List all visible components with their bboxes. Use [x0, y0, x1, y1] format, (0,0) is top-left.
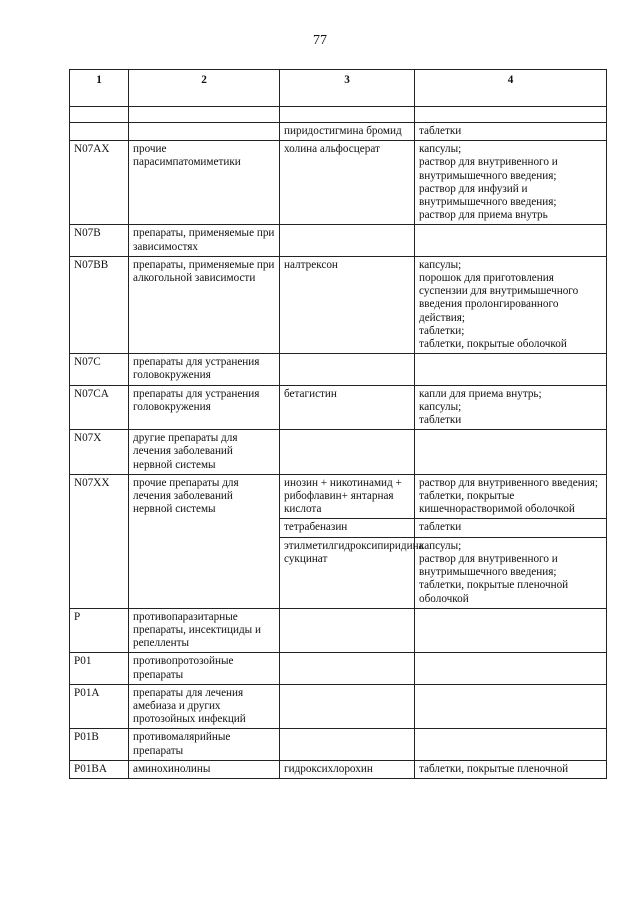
- drug-name-cell: инозин + никотинамид + рибофлавин+ янтарная кислота: [280, 474, 415, 519]
- group-name-cell: [129, 519, 280, 537]
- group-name-cell: [129, 537, 280, 608]
- spacer-row: [70, 107, 607, 123]
- dosage-form-cell: таблетки, покрытые пленочной: [415, 760, 607, 778]
- group-name-cell: препараты для устранения головокружения: [129, 385, 280, 430]
- header-row: [70, 70, 607, 107]
- atc-code-cell: [70, 123, 129, 141]
- atc-code-cell: N07XX: [70, 474, 129, 519]
- table-row: [70, 430, 607, 475]
- atc-code-cell: N07X: [70, 430, 129, 475]
- dosage-form-cell: [415, 729, 607, 760]
- dosage-form-cell: [415, 653, 607, 684]
- table-row: [70, 760, 607, 778]
- drug-name-cell: бетагистин: [280, 385, 415, 430]
- table-row: [70, 684, 607, 729]
- table-row: [70, 354, 607, 385]
- table-row: [70, 519, 607, 537]
- drug-name-cell: налтрексон: [280, 256, 415, 353]
- group-name-cell: препараты, применяемые при алкогольной зависимости: [129, 256, 280, 353]
- table-row: [70, 225, 607, 256]
- drug-name-cell: тетрабеназин: [280, 519, 415, 537]
- header-col-4: 4: [415, 70, 607, 107]
- atc-code-cell: [70, 519, 129, 537]
- group-name-cell: препараты для лечения амебиаза и других протозойных инфекций: [129, 684, 280, 729]
- dosage-form-cell: [415, 354, 607, 385]
- group-name-cell: противопаразитарные препараты, инсектициды и репелленты: [129, 608, 280, 653]
- atc-code-cell: [70, 537, 129, 608]
- group-name-cell: прочие парасимпатомиметики: [129, 141, 280, 225]
- table-row: [70, 385, 607, 430]
- spacer-cell: [415, 107, 607, 123]
- dosage-form-cell: [415, 608, 607, 653]
- table-row: [70, 653, 607, 684]
- table-row: [70, 474, 607, 519]
- drug-name-cell: [280, 430, 415, 475]
- spacer-cell: [129, 107, 280, 123]
- drug-name-cell: гидроксихлорохин: [280, 760, 415, 778]
- dosage-form-cell: таблетки: [415, 519, 607, 537]
- drug-table: [69, 69, 607, 779]
- group-name-cell: противомалярийные препараты: [129, 729, 280, 760]
- drug-name-cell: [280, 653, 415, 684]
- atc-code-cell: P01: [70, 653, 129, 684]
- drug-name-cell: [280, 354, 415, 385]
- table-row: [70, 123, 607, 141]
- table-body: [70, 123, 607, 779]
- group-name-cell: аминохинолины: [129, 760, 280, 778]
- header-col-3: 3: [280, 70, 415, 107]
- dosage-form-cell: капсулы; раствор для внутривенного и внутримышечного введения; раствор для инфузий и внутримышечного введения; раствор для приема внутрь: [415, 141, 607, 225]
- drug-name-cell: холина альфосцерат: [280, 141, 415, 225]
- header-col-1: 1: [70, 70, 129, 107]
- atc-code-cell: P01A: [70, 684, 129, 729]
- group-name-cell: противопротозойные препараты: [129, 653, 280, 684]
- atc-code-cell: P01BA: [70, 760, 129, 778]
- group-name-cell: другие препараты для лечения заболеваний нервной системы: [129, 430, 280, 475]
- group-name-cell: [129, 123, 280, 141]
- group-name-cell: прочие препараты для лечения заболеваний нервной системы: [129, 474, 280, 519]
- page-number: 77: [313, 33, 327, 48]
- dosage-form-cell: капсулы; раствор для внутривенного и внутримышечного введения; таблетки, покрытые пленочной оболочкой: [415, 537, 607, 608]
- table-row: [70, 608, 607, 653]
- atc-code-cell: N07BB: [70, 256, 129, 353]
- atc-code-cell: N07AX: [70, 141, 129, 225]
- dosage-form-cell: таблетки: [415, 123, 607, 141]
- atc-code-cell: N07B: [70, 225, 129, 256]
- atc-code-cell: P01B: [70, 729, 129, 760]
- atc-code-cell: N07C: [70, 354, 129, 385]
- dosage-form-cell: [415, 225, 607, 256]
- drug-name-cell: [280, 684, 415, 729]
- group-name-cell: препараты, применяемые при зависимостях: [129, 225, 280, 256]
- atc-code-cell: P: [70, 608, 129, 653]
- drug-name-cell: [280, 729, 415, 760]
- drug-name-cell: пиридостигмина бромид: [280, 123, 415, 141]
- spacer-cell: [70, 107, 129, 123]
- dosage-form-cell: [415, 430, 607, 475]
- spacer-cell: [280, 107, 415, 123]
- dosage-form-cell: капли для приема внутрь; капсулы; таблетки: [415, 385, 607, 430]
- table-row: [70, 141, 607, 225]
- table-row: [70, 537, 607, 608]
- drug-name-cell: этилметилгидроксипиридина сукцинат: [280, 537, 415, 608]
- drug-name-cell: [280, 608, 415, 653]
- group-name-cell: препараты для устранения головокружения: [129, 354, 280, 385]
- dosage-form-cell: раствор для внутривенного введения; таблетки, покрытые кишечнорастворимой оболочкой: [415, 474, 607, 519]
- drug-name-cell: [280, 225, 415, 256]
- dosage-form-cell: [415, 684, 607, 729]
- table-row: [70, 729, 607, 760]
- table-row: [70, 256, 607, 353]
- atc-code-cell: N07CA: [70, 385, 129, 430]
- dosage-form-cell: капсулы; порошок для приготовления суспензии для внутримышечного введения пролонгированного действия; таблетки; таблетки, покрытые оболочкой: [415, 256, 607, 353]
- header-col-2: 2: [129, 70, 280, 107]
